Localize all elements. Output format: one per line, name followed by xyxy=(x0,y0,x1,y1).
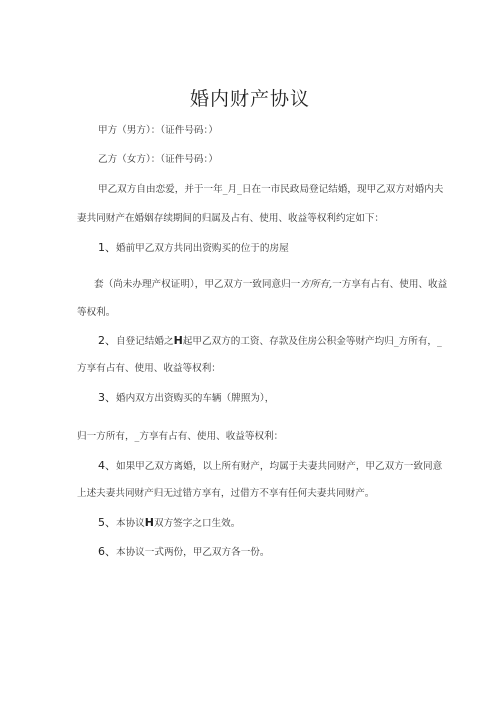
party-b-line: 乙方（女方）：（证件号码：） xyxy=(98,154,218,165)
item-2-number: 2、 xyxy=(98,334,116,347)
item-3-line-2: 归一方所有，_方享有占有、使用、收益等权利： xyxy=(77,431,284,442)
item-6-line-1 xyxy=(98,546,270,559)
item-4-number: 4、 xyxy=(98,459,116,472)
item-1-text: 婚前甲乙双方共同出资购买的位于的房屋 xyxy=(116,243,289,254)
item-3-number: 3、 xyxy=(98,391,116,404)
item-4-text: 如果甲乙双方离婚，以上所有财产，均属于夫妻共同财产，甲乙双方一致同意 xyxy=(116,461,443,472)
item-5-text-c: 双方签字之口生效。 xyxy=(154,518,241,529)
party-a-line: 甲方（男方）：（证件号码：） xyxy=(98,125,218,136)
item-1-number: 1、 xyxy=(98,241,116,254)
item-1-text-c: 一方享有占有、使用、收益 xyxy=(332,279,448,290)
intro-line-1: 甲乙双方自由恋爱，并于一年_月_日在一市民政局登记结婚，现甲乙双方对婚内夫 xyxy=(98,184,444,195)
item-3-line-1 xyxy=(98,392,274,405)
item-5-number: 5、 xyxy=(98,516,116,529)
item-2-text-a: 自登记结婚之 xyxy=(116,336,174,347)
page-title: 婚内财产协议 xyxy=(189,88,310,110)
item-1-line-2 xyxy=(94,279,447,291)
item-3-text: 婚内双方出资购买的车辆（牌照为）， xyxy=(116,393,275,404)
item-1-line-3: 等权利。 xyxy=(77,307,116,318)
item-5-text-b: H xyxy=(144,516,154,529)
item-4-line-1 xyxy=(98,460,442,473)
item-6-text: 本协议一式两份，甲乙双方各一份。 xyxy=(116,547,270,558)
item-6-number: 6、 xyxy=(98,545,116,558)
item-1-text-b: 方所有, xyxy=(300,279,333,290)
item-5-line-1 xyxy=(98,517,240,530)
intro-line-2: 妻共同财产在婚姻存续期间的归属及占有、使用、收益等权利约定如下： xyxy=(77,213,384,224)
item-2-text-b: H xyxy=(173,334,183,347)
item-1-line-1 xyxy=(98,242,289,255)
item-4-line-2: 上述夫妻共同财产归无过错方享有，过借方不享有任何夫妻共同财产。 xyxy=(77,488,375,499)
item-2-text-c: 起甲乙双方的工资、存款及住房公积金等财产均归_方所有，_ xyxy=(182,336,442,347)
item-5-text-a: 本协议 xyxy=(116,518,145,529)
item-1-text-a: 套（尚未办理产权证明），甲乙双方一致同意归一 xyxy=(94,279,301,290)
item-2-line-2: 方享有占有、使用、收益等权利： xyxy=(77,363,221,374)
item-2-line-1 xyxy=(98,335,442,348)
